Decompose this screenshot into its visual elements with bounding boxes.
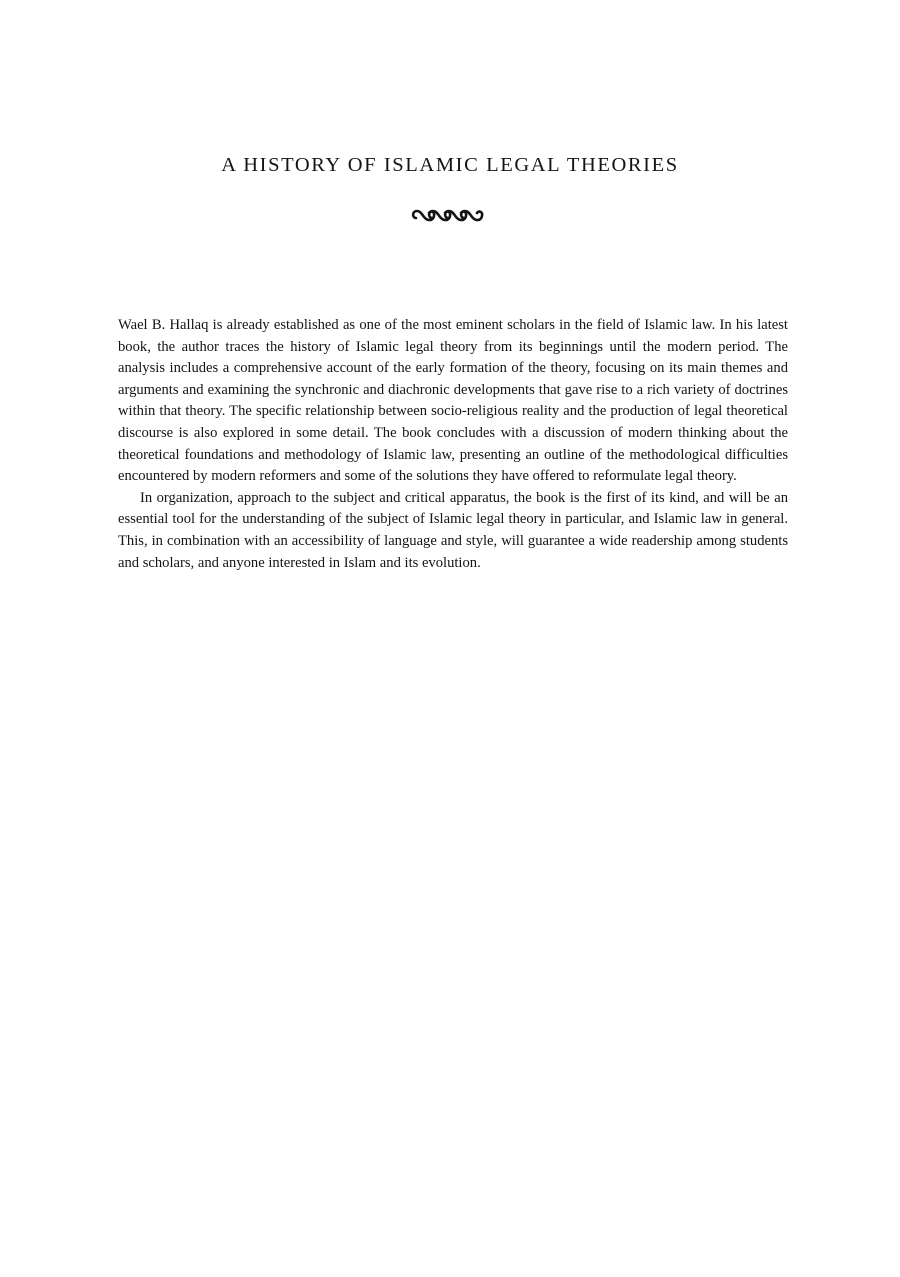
title-ornament: [0, 206, 900, 229]
blurb-paragraph: In organization, approach to the subject and critical apparatus, the book is the first of its kind, and will be an essential tool for the understanding of the subject of Islamic legal theory in particular, and Islamic law in general. This, in combination with an accessibility of language and style, will guarantee a wide readership among students and scholars, and anyone interested in Islam and its evolution.: [118, 489, 788, 571]
blurb-paragraph: Wael B. Hallaq is already established as one of the most eminent scholars in the field of Islamic law. In his latest book, the author traces the history of Islamic legal theory from its beginnings until the modern period. The analysis includes a comprehensive account of the early formation of the theory, focusing on its main themes and arguments and examining the synchronic and diachronic developments that gave rise to a rich variety of doctrines within that theory. The specific relationship between socio-religious reality and the production of legal theoretical discourse is also explored in some detail. The book concludes with a discussion of modern thinking about the theoretical foundations and methodology of Islamic law, presenting an outline of the methodological difficulties encountered by modern reformers and some of the solutions they have offered to reformulate legal theory.: [118, 317, 788, 485]
decorative-scroll-ornament-icon: [410, 206, 490, 224]
book-title: A HISTORY OF ISLAMIC LEGAL THEORIES: [221, 154, 679, 176]
blurb-text: [118, 315, 788, 574]
